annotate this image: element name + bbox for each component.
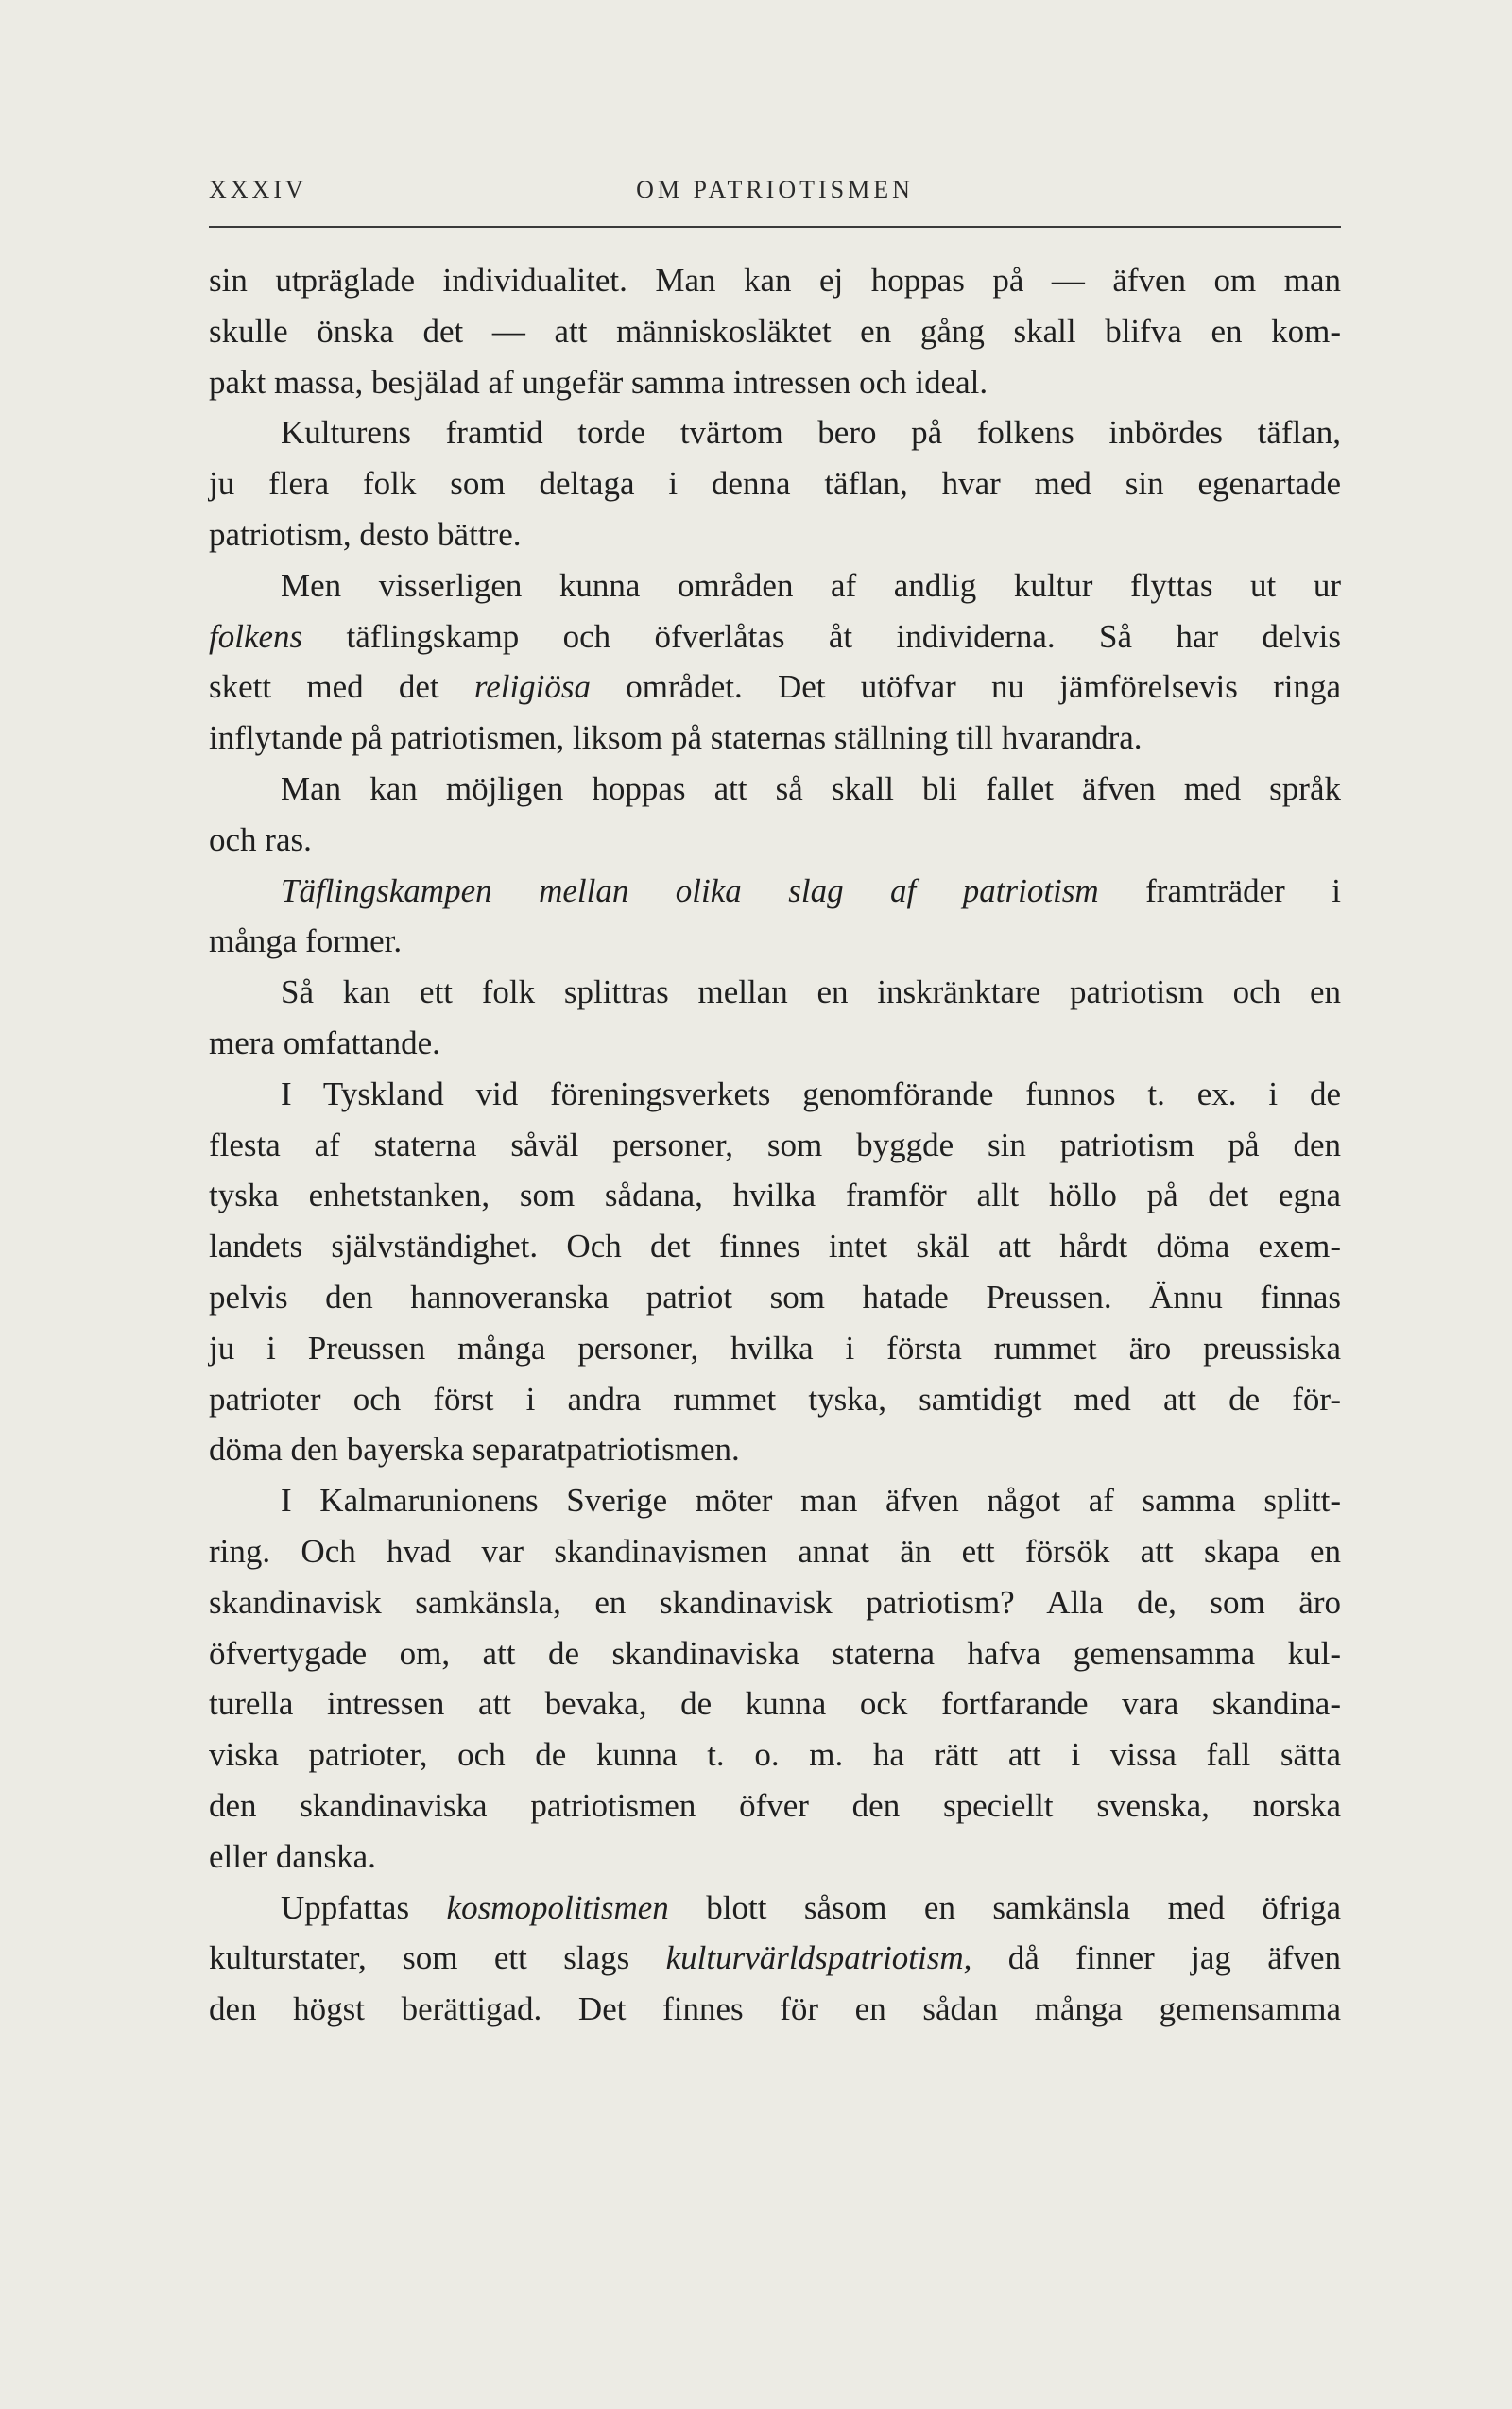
text-segment: Uppfattas	[281, 1888, 447, 1926]
text-line	[209, 1678, 1341, 1729]
text-segment: den högst berättigad. Det finnes för en sådan många gemensamma	[209, 1990, 1341, 2028]
italic-text: kulturvärldspatriotism,	[665, 1939, 972, 1977]
text-line	[209, 1374, 1341, 1425]
text-line	[209, 1424, 1341, 1475]
text-line	[209, 560, 1341, 611]
text-line	[209, 1170, 1341, 1221]
body-text	[209, 255, 1341, 2035]
text-line	[209, 1984, 1341, 2035]
italic-text: Täflingskampen mellan olika slag af patriotism	[281, 871, 1099, 909]
text-line	[209, 1933, 1341, 1984]
italic-text: religiösa	[473, 668, 592, 706]
text-segment: turella intressen att bevaka, de kunna ock fortfarande vara skandina-	[209, 1685, 1341, 1723]
text-line	[209, 1018, 1341, 1069]
text-segment: landets självständighet. Och det finnes intet skäl att hårdt döma exem-	[209, 1228, 1341, 1265]
text-segment: skandinavisk samkänsla, en skandinavisk patriotism? Alla de, som äro	[209, 1583, 1341, 1621]
text-segment: ju flera folk som deltaga i denna täflan, hvar med sin egenartade	[209, 465, 1341, 503]
text-line	[209, 1120, 1341, 1171]
text-segment: mera omfattande.	[209, 1024, 440, 1061]
text-segment: ju i Preussen många personer, hvilka i första rummet äro preussiska	[209, 1329, 1341, 1367]
text-segment: Kulturens framtid torde tvärtom bero på folkens inbördes täflan,	[281, 414, 1341, 452]
text-segment: inflytande på patriotismen, liksom på staternas ställning till hvarandra.	[209, 719, 1143, 757]
text-line	[209, 1577, 1341, 1628]
text-segment: sin utpräglade individualitet. Man kan ej hoppas på — äfven om man	[209, 262, 1341, 299]
text-segment: ring. Och hvad var skandinavismen annat än ett försök att skapa en	[209, 1532, 1341, 1570]
text-line	[209, 1781, 1341, 1832]
text-line	[209, 1883, 1341, 1934]
text-line	[209, 713, 1341, 764]
text-segment: blott såsom en samkänsla med öfriga	[668, 1888, 1341, 1926]
text-line	[209, 815, 1341, 866]
text-segment: den skandinaviska patriotismen öfver den speciellt svenska, norska	[209, 1786, 1341, 1824]
text-segment: eller danska.	[209, 1837, 376, 1875]
text-segment: öfvertygade om, att de skandinaviska staterna hafva gemensamma kul-	[209, 1634, 1341, 1672]
text-segment: patrioter och först i andra rummet tyska, samtidigt med att de för-	[209, 1380, 1341, 1418]
text-segment: kulturstater, som ett slags	[209, 1939, 666, 1977]
text-segment: skett med det	[209, 668, 474, 706]
text-segment: då finner jag äfven	[971, 1939, 1342, 1977]
text-segment: täflingskamp och öfverlåtas åt individerna. Så har delvis	[302, 617, 1341, 655]
text-segment: flesta af staterna såväl personer, som byggde sin patriotism på den	[209, 1126, 1341, 1163]
text-line	[209, 916, 1341, 967]
text-line	[209, 458, 1341, 509]
italic-text: kosmopolitismen	[446, 1888, 669, 1926]
text-segment: Så kan ett folk splittras mellan en inskränktare patriotism och en	[281, 973, 1341, 1011]
text-line	[209, 1272, 1341, 1323]
text-line	[209, 1069, 1341, 1120]
text-segment: viska patrioter, och de kunna t. o. m. ha rätt att i vissa fall sätta	[209, 1736, 1341, 1774]
text-segment: många former.	[209, 922, 403, 960]
text-segment: och ras.	[209, 820, 312, 858]
text-line	[209, 255, 1341, 306]
text-line	[209, 1323, 1341, 1374]
text-line	[209, 1628, 1341, 1679]
text-segment: området. Det utöfvar nu jämförelsevis ringa	[591, 668, 1342, 706]
text-segment: I Tyskland vid föreningsverkets genomförande funnos t. ex. i de	[281, 1075, 1341, 1112]
text-segment: pakt massa, besjälad af ungefär samma intressen och ideal.	[209, 363, 988, 401]
page-number: XXXIV	[209, 176, 307, 203]
text-line	[209, 764, 1341, 815]
page-header	[209, 176, 1341, 214]
text-segment: pelvis den hannoveranska patriot som hatade Preussen. Ännu finnas	[209, 1278, 1341, 1316]
text-segment: framträder i	[1098, 871, 1342, 909]
text-line	[209, 407, 1341, 458]
text-line	[209, 357, 1341, 408]
text-line	[209, 1729, 1341, 1781]
text-segment: döma den bayerska separatpatriotismen.	[209, 1431, 740, 1469]
text-line	[209, 306, 1341, 357]
text-line	[209, 967, 1341, 1018]
text-line	[209, 509, 1341, 560]
text-line	[209, 1526, 1341, 1577]
running-title: OM PATRIOTISMEN	[636, 176, 914, 203]
text-line	[209, 1832, 1341, 1883]
header-rule	[209, 226, 1341, 228]
text-line	[209, 611, 1341, 662]
text-segment: Man kan möjligen hoppas att så skall bli fallet äfven med språk	[281, 769, 1341, 807]
text-segment: tyska enhetstanken, som sådana, hvilka framför allt höllo på det egna	[209, 1177, 1341, 1214]
italic-text: folkens	[209, 617, 303, 655]
text-line	[209, 662, 1341, 713]
text-line	[209, 866, 1341, 917]
text-segment: skulle önska det — att människosläktet en gång skall blifva en kom-	[209, 312, 1341, 350]
text-line	[209, 1221, 1341, 1272]
text-segment: I Kalmarunionens Sverige möter man äfven något af samma splitt-	[281, 1482, 1341, 1520]
text-segment: patriotism, desto bättre.	[209, 515, 522, 553]
text-line	[209, 1475, 1341, 1526]
text-segment: Men visserligen kunna områden af andlig kultur flyttas ut ur	[281, 566, 1341, 604]
